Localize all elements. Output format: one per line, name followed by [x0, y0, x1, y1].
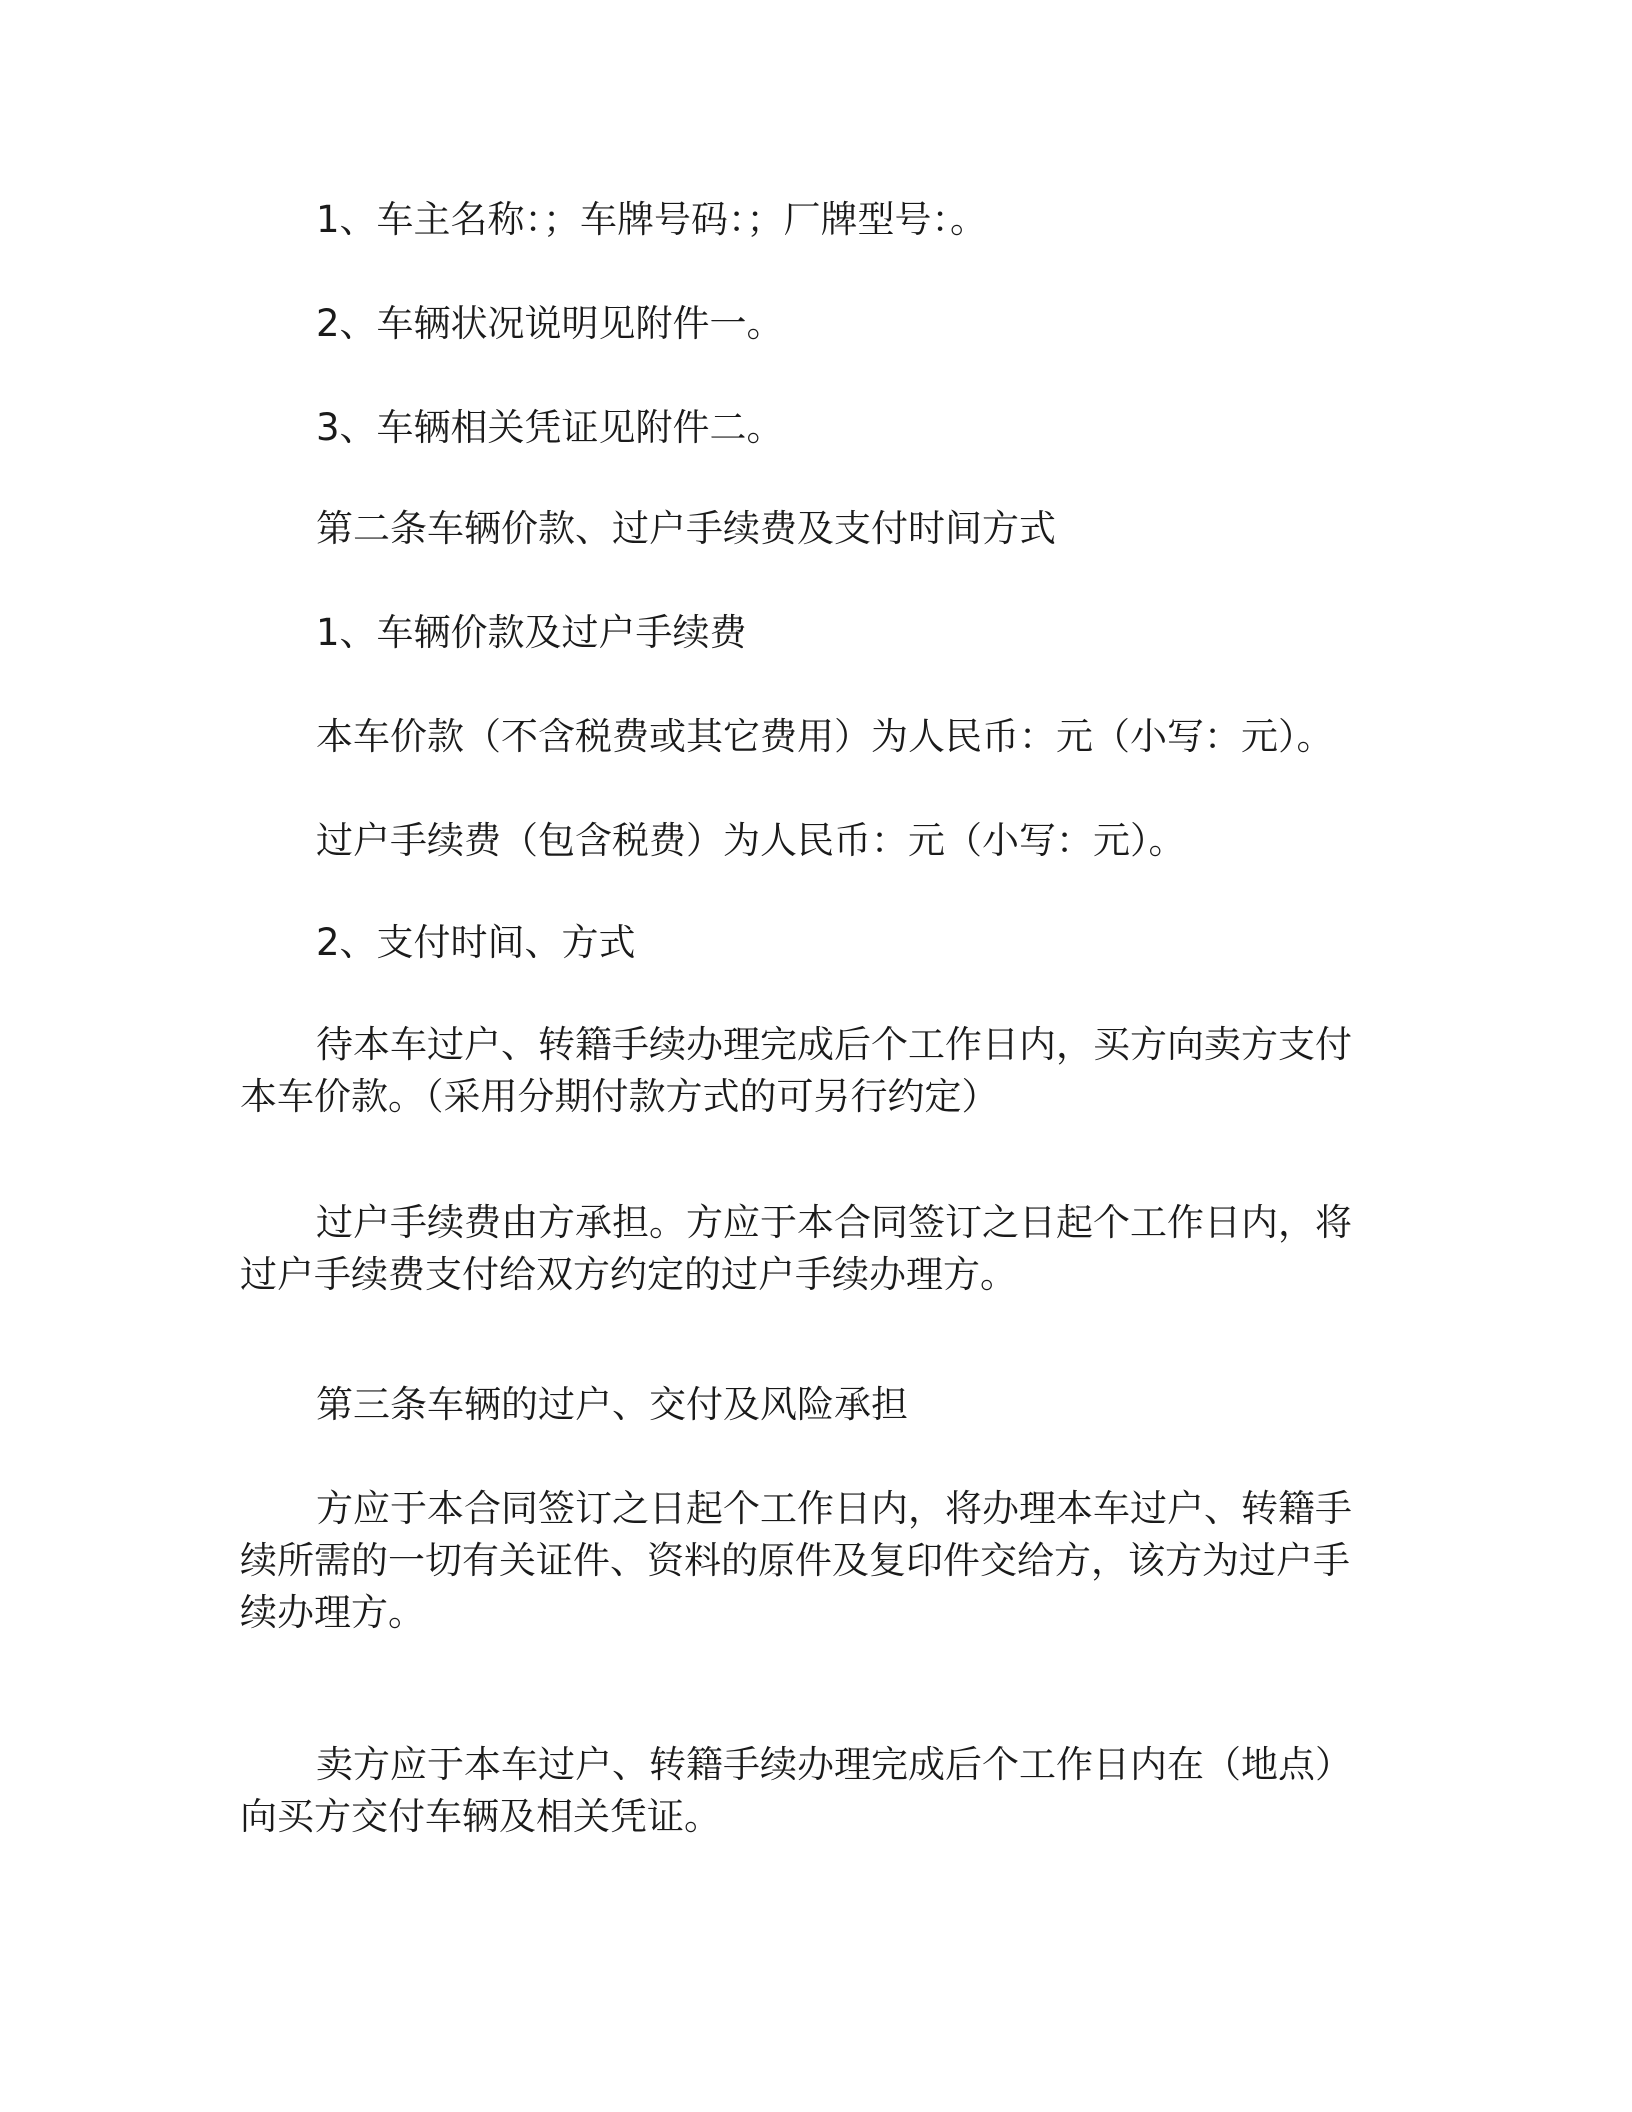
transfer-documents-paragraph: 方应于本合同签订之日起个工作日内，将办理本车过户、转籍手续所需的一切有关证件、资料的原件及复印件交给方，该方为过户手续办理方。 — [240, 1487, 1352, 1634]
payment-method-subheading: 2、支付时间、方式 — [316, 921, 636, 964]
article-two-heading: 第二条车辆价款、过户手续费及支付时间方式 — [316, 507, 1056, 550]
vehicle-condition-line: 2、车辆状况说明见附件一。 — [316, 302, 784, 345]
payment-paragraph: 待本车过户、转籍手续办理完成后个工作日内，买方向卖方支付本车价款。（采用分期付款方式的可另行约定） — [240, 1023, 1352, 1118]
vehicle-delivery-paragraph: 卖方应于本车过户、转籍手续办理完成后个工作日内在（地点）向买方交付车辆及相关凭证。 — [240, 1743, 1352, 1838]
vehicle-price-line: 本车价款（不含税费或其它费用）为人民币：元（小写：元）。 — [316, 715, 1334, 758]
owner-info-line: 1、车主名称：；车牌号码：；厂牌型号：。 — [316, 198, 988, 241]
transfer-fee-line: 过户手续费（包含税费）为人民币：元（小写：元）。 — [316, 819, 1186, 862]
price-and-fee-subheading: 1、车辆价款及过户手续费 — [316, 611, 747, 654]
article-three-heading: 第三条车辆的过户、交付及风险承担 — [316, 1383, 908, 1426]
vehicle-documents-line: 3、车辆相关凭证见附件二。 — [316, 406, 784, 449]
fee-bearer-paragraph: 过户手续费由方承担。方应于本合同签订之日起个工作日内，将过户手续费支付给双方约定的过户手续办理方。 — [240, 1201, 1352, 1296]
